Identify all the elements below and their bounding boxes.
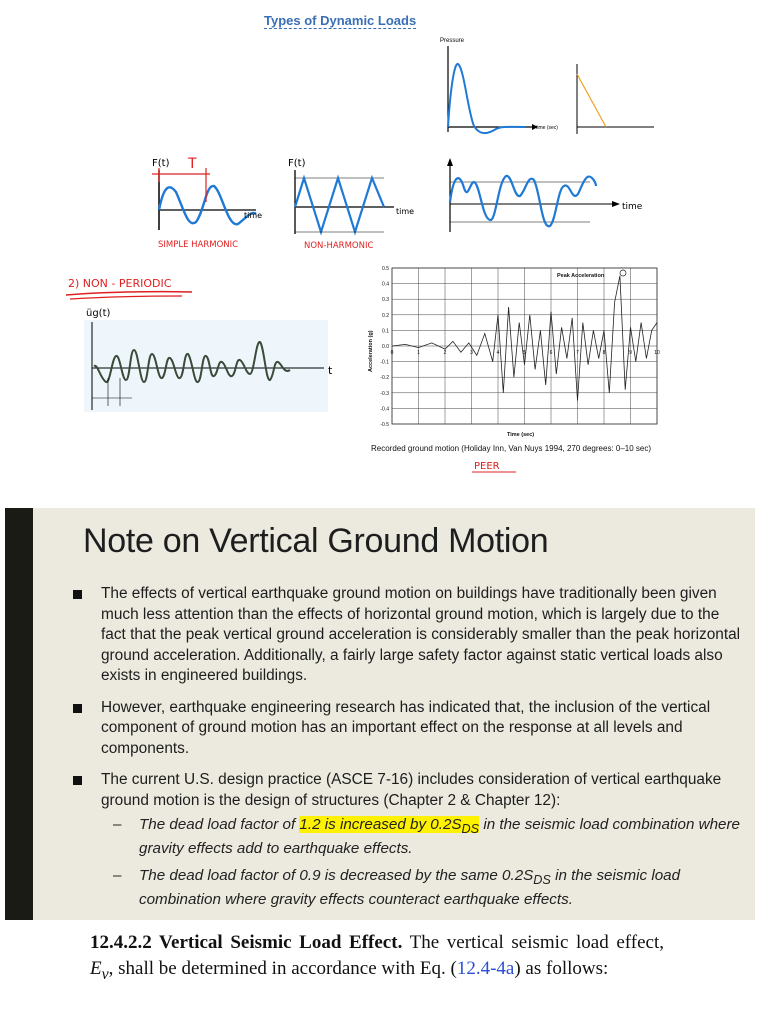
pulse-load-sketch xyxy=(436,34,666,140)
simple-harmonic-label: SIMPLE HARMONIC xyxy=(158,240,239,250)
sub-bullet-item: – The dead load factor of 0.9 is decreased by the same $0.2S_{DS}$ in the seismic load combination where gravity effects counteract earthquake effects. xyxy=(113,867,681,909)
slide-title: Note on Vertical Ground Motion xyxy=(83,522,549,560)
time-label-3: time xyxy=(622,202,643,212)
time-label-1: time xyxy=(244,211,263,220)
y-tick-label: 0.4 xyxy=(382,281,389,288)
non-harmonic-label: NON-HARMONIC xyxy=(304,241,374,251)
x-axis-label: Time (sec) xyxy=(507,432,535,438)
f-t-label: F(t) xyxy=(152,158,170,169)
x-tick-label: 5 xyxy=(523,350,526,356)
peer-label: PEER xyxy=(474,461,500,472)
var-e: $E_v$ xyxy=(90,958,109,983)
y-tick-label: 0.1 xyxy=(382,328,389,335)
period-t-label: T xyxy=(188,156,197,172)
x-tick-label: 3 xyxy=(470,350,473,356)
ground-accel-sketch xyxy=(80,318,340,414)
non-periodic-note xyxy=(62,272,232,322)
x-tick-label: 1 xyxy=(417,350,420,356)
x-tick-label: 9 xyxy=(629,350,632,356)
non-harmonic-sketch xyxy=(284,152,424,252)
y-tick-label: -0.3 xyxy=(380,390,389,397)
bullet-square-icon xyxy=(73,704,82,713)
pulse-time-label: time (sec) xyxy=(536,125,558,131)
x-tick-label: 7 xyxy=(576,350,579,356)
y-tick-label: 0.0 xyxy=(382,344,389,350)
chart-caption: Recorded ground motion (Holiday Inn, Van Nuys 1994, 270 degrees: 0–10 sec) xyxy=(371,444,652,453)
peer-note xyxy=(470,458,530,478)
peak-marker xyxy=(620,270,626,276)
y-tick-label: 0.5 xyxy=(382,266,389,272)
sub-bullet-item: – The dead load factor of 1.2 is increased by $0.2S_{DS}$ in the seismic load combination where gravity effects add to earthquake effects. xyxy=(113,816,740,858)
y-tick-label: -0.5 xyxy=(380,422,389,428)
title-link[interactable]: Types of Dynamic Loads xyxy=(264,13,417,28)
x-tick-label: 0 xyxy=(390,350,394,356)
bullet-item: The current U.S. design practice (ASCE 7-16) includes consideration of vertical earthquake ground motion is the design of structures (Chapter 2 & Chapter 12): – The dead load factor of 1.2 is increased by $0.2S_{DS}$ in the seismic load combination where gravity effects add to earthquake effects. – The dead load factor of 0.9 is decreased by the same $0.2S_{DS}$ in the seismic load combination where gravity effects counteract earthquake effects. xyxy=(73,770,743,910)
time-label-2: time xyxy=(396,207,415,216)
slide-panel xyxy=(5,508,755,920)
code-excerpt: 12.4.2.2 Vertical Seismic Load Effect. The vertical seismic load effect, $E_v$, shall be determined in accordance with Eq. (12.4-4a) as follows: xyxy=(90,932,664,983)
y-axis-label: Acceleration (g) xyxy=(368,330,374,372)
bullet-item: The effects of vertical earthquake ground motion on buildings have traditionally been given much less attention than the effects of horizontal ground motion, which is largely due to the fact that the peak vertical ground acceleration is considerably smaller than the peak horizontal ground acceleration. Additionally, a fairly large safety factor against static vertical loads also exists in engineered buildings. xyxy=(73,584,743,687)
bullet-list xyxy=(73,584,743,921)
x-tick-label: 2 xyxy=(443,350,447,356)
bullet-item: However, earthquake engineering research has indicated that, the inclusion of the vertical component of ground motion has an important effect on the response at all levels and components. xyxy=(73,698,743,760)
sub-bullet-list xyxy=(111,815,743,910)
highlighted-text: 1.2 is increased by $0.2S_{DS}$ xyxy=(299,816,480,837)
y-tick-label: -0.4 xyxy=(380,406,389,413)
x-tick-label: 8 xyxy=(602,350,606,356)
pulse-axis-label: Pressure xyxy=(440,38,465,44)
x-tick-label: 10 xyxy=(654,350,660,356)
bullet-square-icon xyxy=(73,776,82,785)
y-tick-label: -0.1 xyxy=(380,359,389,366)
x-tick-label: 6 xyxy=(549,350,553,356)
t-axis-label: t xyxy=(328,364,333,377)
irregular-load-sketch xyxy=(440,152,650,242)
bullet-square-icon xyxy=(73,590,82,599)
code-heading: 12.4.2.2 Vertical Seismic Load Effect. xyxy=(90,932,403,953)
peak-acceleration-annotation: Peak Acceleration xyxy=(557,273,605,279)
x-tick-label: 4 xyxy=(496,350,500,356)
y-tick-label: 0.2 xyxy=(382,312,389,319)
slide-accent-bar xyxy=(5,508,33,920)
chart-grid xyxy=(392,268,657,424)
y-tick-label: 0.3 xyxy=(382,297,389,304)
y-tick-labels xyxy=(380,266,389,428)
ground-motion-chart xyxy=(360,262,690,462)
f-t-label-2: F(t) xyxy=(288,158,306,169)
ug-label: üg(t) xyxy=(86,308,111,319)
y-tick-label: -0.2 xyxy=(380,375,389,382)
simple-harmonic-sketch xyxy=(148,152,278,252)
non-periodic-label: 2) NON - PERIODIC xyxy=(68,277,172,290)
equation-link[interactable]: 12.4-4a xyxy=(456,958,515,979)
